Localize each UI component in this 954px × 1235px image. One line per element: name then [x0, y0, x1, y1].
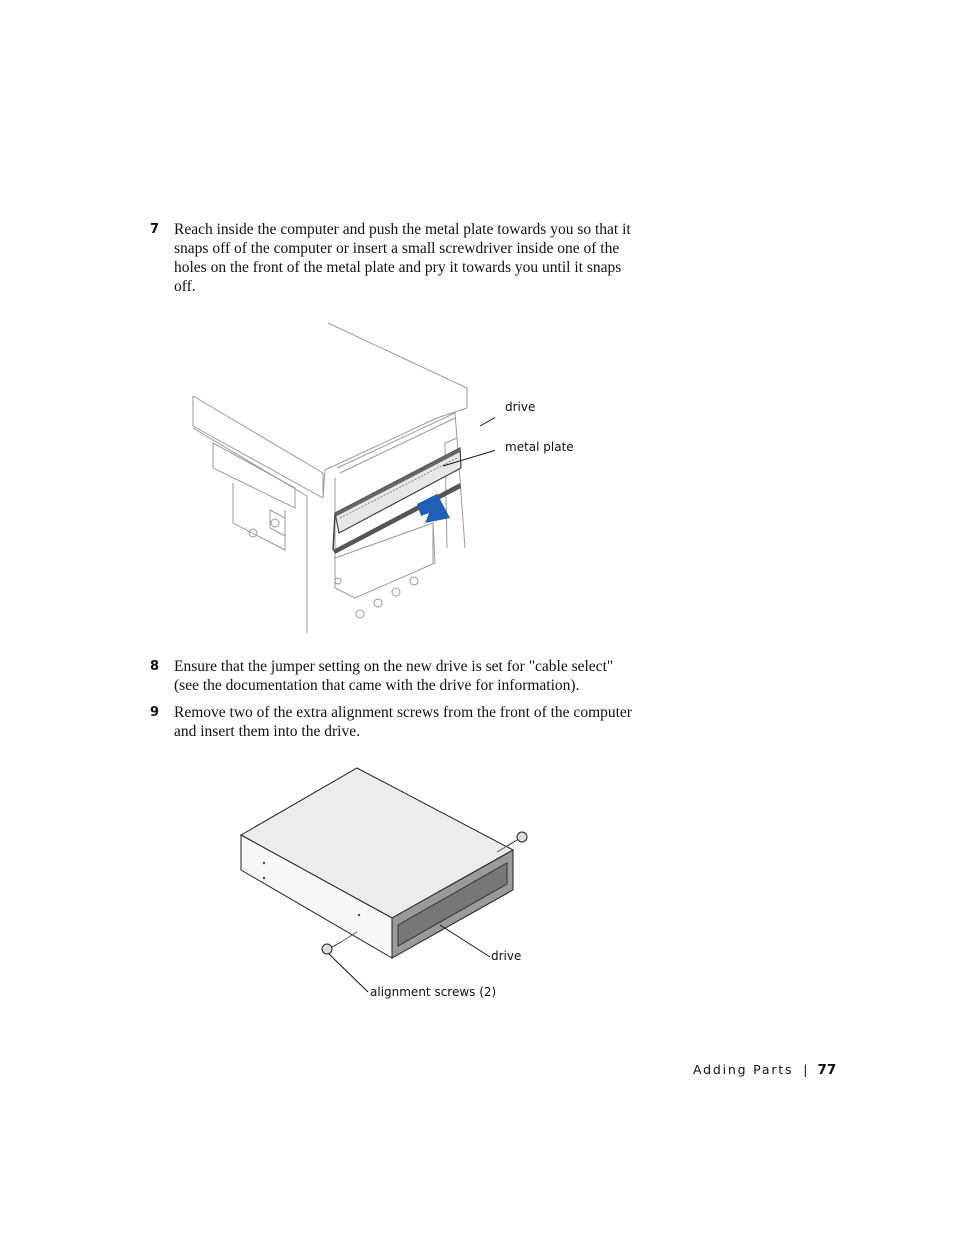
drive-illustration: [235, 760, 535, 1005]
step-7: [150, 220, 640, 296]
step-number: 7: [150, 222, 160, 237]
callout-metal-plate: metal plate: [505, 440, 574, 454]
step-8: [150, 657, 640, 695]
step-9: [150, 703, 640, 741]
step-number: 8: [150, 659, 160, 674]
step-text: Remove two of the extra alignment screws from the front of the computer and insert them into the drive.: [174, 704, 632, 740]
page-footer: [693, 1062, 836, 1078]
section-title: Adding Parts: [693, 1062, 794, 1077]
callout-drive-2: drive: [491, 949, 522, 963]
callout-alignment-screws: alignment screws (2): [370, 985, 497, 999]
page-number: 77: [817, 1062, 837, 1078]
callout-drive: drive: [505, 400, 536, 414]
metal-plate-illustration: [185, 318, 495, 633]
step-number: 9: [150, 705, 160, 720]
footer-separator: |: [803, 1062, 808, 1077]
step-text: Reach inside the computer and push the metal plate towards you so that it snaps off of the computer or insert a small screwdriver inside one of the holes on the front of the metal plate and pry it towards you until it snaps off.: [174, 221, 631, 295]
step-text: Ensure that the jumper setting on the new drive is set for "cable select" (see the documentation that came with the drive for information).: [174, 658, 614, 694]
